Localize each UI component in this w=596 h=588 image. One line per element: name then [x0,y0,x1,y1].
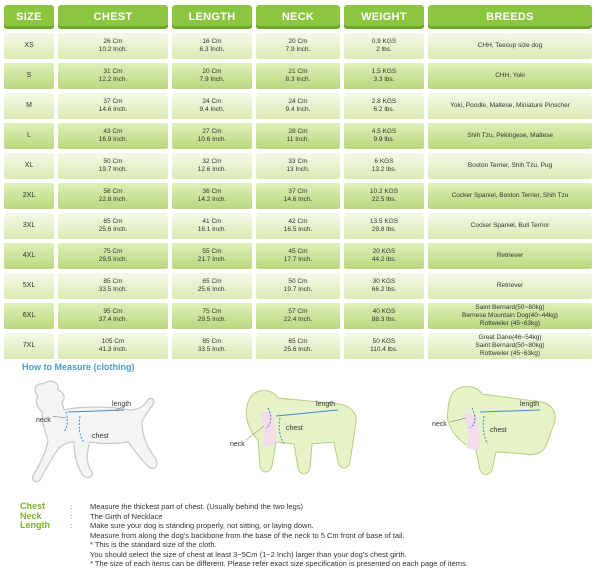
length-value: 55 Cm [202,248,222,255]
chest-value: 25.6 Inch. [98,226,128,233]
length-cell [172,33,252,59]
length-value: 14.2 Inch. [197,196,227,203]
breed-line: Boston Terrier, Shih Tzu, Pug [467,162,553,169]
length-value: 7.9 Inch. [199,76,225,83]
weight-cell [344,243,424,269]
weight-cell [344,333,424,359]
chest-value: 43 Cm [103,128,123,135]
length-value: 75 Cm [202,308,222,315]
weight-value: 40 KGS [372,308,396,315]
note-chest [20,502,590,512]
weight-value: 88.3 lbs. [371,316,397,323]
length-cell [172,213,252,239]
breed-line: CHH, Teecup size dog [477,42,543,49]
chest-value: 65 Cm [103,218,123,225]
chest-value: 10.2 Inch. [98,46,128,53]
note-term-length: Length [20,520,50,530]
fig1-neck-label: neck [36,417,51,424]
weight-value: 2.8 KGS [371,98,397,105]
breed-line: Saint Bernard(50~80kg) [475,304,545,311]
neck-value: 33 Cm [288,158,308,165]
chest-value: 95 Cm [103,308,123,315]
length-value: 41 Cm [202,218,222,225]
length-value: 29.5 Inch. [197,316,227,323]
length-cell [172,243,252,269]
size-cell: XL [4,153,54,179]
neck-value: 25.6 Inch. [283,346,313,353]
neck-value: 22.4 Inch. [283,316,313,323]
weight-cell [344,273,424,299]
neck-value: 45 Cm [288,248,308,255]
size-cell: 5XL [4,273,54,299]
jumpsuit-figure [220,382,380,487]
neck-value: 57 Cm [288,308,308,315]
neck-cell [256,183,340,209]
chest-value: 31 Cm [103,68,123,75]
weight-value: 10.2 KGS [369,188,399,195]
breed-line: Saint Bernard(50~80kg) [475,342,545,349]
breeds-cell [428,63,592,89]
note-extra-line: Measure from along the dog's backbone from the base of the neck to 5 Cm front of base of tail. [90,530,405,540]
note-desc-chest: Measure the thickest part of chest. (Usually behind the two legs) [90,502,304,511]
note-term-neck: Neck [20,510,42,521]
note-colon: : [70,511,73,521]
measurement-notes [20,502,590,569]
neck-cell [256,33,340,59]
length-value: 24 Cm [202,98,222,105]
weight-cell [344,153,424,179]
chest-cell [58,183,168,209]
header-length: LENGTH [172,5,252,29]
measure-diagrams [20,376,595,494]
breeds-cell [428,303,592,329]
weight-value: 4.5 KGS [371,128,397,135]
breed-line: Yoki, Poodle, Maltese, Miniature Pinscher [450,102,570,109]
size-cell: 4XL [4,243,54,269]
neck-value: 17.7 Inch. [283,256,313,263]
note-extra-line: You should select the size of chest at least 3~5Cm (1~2 Inch) larger than your dog's chest girth. [90,549,407,559]
length-value: 25.6 Inch. [197,286,227,293]
neck-value: 8.3 Inch. [285,76,311,83]
chest-value: 12.2 Inch. [98,76,128,83]
weight-value: 2 lbs. [376,46,392,53]
length-value: 65 Cm [202,278,222,285]
weight-cell [344,183,424,209]
breed-line: Shih Tzu, Pekingese, Maltese [467,132,553,139]
note-colon: : [70,521,73,530]
neck-cell [256,333,340,359]
note-neck [20,512,590,522]
note-colon: : [70,502,73,511]
neck-value: 16.5 Inch. [283,226,313,233]
size-cell: L [4,123,54,149]
neck-cell [256,243,340,269]
weight-value: 66.2 lbs. [371,286,397,293]
weight-value: 6 KGS [374,158,394,165]
breed-line: CHH, Yoki [495,72,525,79]
neck-cell [256,93,340,119]
breeds-cell [428,123,592,149]
hoodie-figure [420,380,580,485]
chest-value: 85 Cm [103,278,123,285]
breed-line: Rottweiler (45~63kg) [479,320,541,327]
breeds-cell [428,213,592,239]
length-value: 36 Cm [202,188,222,195]
length-value: 9.4 Inch. [199,106,225,113]
neck-value: 20 Cm [288,38,308,45]
length-cell [172,183,252,209]
length-value: 21.7 Inch. [197,256,227,263]
header-neck: NECK [256,5,340,29]
chest-value: 105 Cm [101,338,125,345]
breed-line: Cocker Spaniel, Boston Terrier, Shih Tzu [451,192,569,199]
chest-value: 33.5 Inch. [98,286,128,293]
weight-cell [344,123,424,149]
breed-line: Retriever [496,252,524,259]
weight-value: 110.4 lbs. [370,346,398,353]
chest-value: 58 Cm [103,188,123,195]
fig1-chest-label: chest [92,433,109,440]
size-cell: M [4,93,54,119]
weight-value: 3.3 lbs. [373,76,395,83]
weight-value: 0.9 KGS [371,38,397,45]
chest-value: 41.3 Inch. [98,346,128,353]
chest-cell [58,303,168,329]
neck-cell [256,303,340,329]
length-cell [172,93,252,119]
neck-value: 37 Cm [288,188,308,195]
length-cell [172,303,252,329]
weight-value: 6.2 lbs. [373,106,395,113]
length-cell [172,63,252,89]
chest-value: 37 Cm [103,98,123,105]
note-length [20,521,590,531]
length-cell [172,273,252,299]
chest-cell [58,153,168,179]
weight-value: 44.2 lbs. [371,256,397,263]
neck-value: 14.6 Inch. [283,196,313,203]
length-cell [172,123,252,149]
breed-line: Bernese Mountain Dog(40~44kg) [462,312,558,319]
neck-value: 42 Cm [288,218,308,225]
size-cell: 3XL [4,213,54,239]
weight-cell [344,303,424,329]
fig3-neck-label: neck [432,421,447,428]
fig2-length-label: length [316,401,336,408]
weight-value: 1.5 KGS [371,68,397,75]
chest-value: 22.8 Inch. [98,196,128,203]
chest-cell [58,123,168,149]
note-extra-line: * This is the standard size of the cloth. [90,540,217,549]
fig2-chest-label: chest [286,425,303,432]
chest-cell [58,333,168,359]
note-term-chest: Chest [20,501,46,511]
note-desc-neck: The Girth of Necklace [90,511,163,521]
chest-cell [58,213,168,239]
breeds-cell [428,243,592,269]
neck-value: 28 Cm [288,128,308,135]
breeds-cell [428,183,592,209]
neck-value: 7.9 Inch. [285,46,311,53]
weight-cell [344,63,424,89]
header-weight: WEIGHT [344,5,424,29]
neck-cell [256,63,340,89]
neck-value: 13 Inch. [286,166,310,173]
weight-value: 13.2 lbs. [371,166,397,173]
chest-value: 50 Cm [103,158,123,165]
how-to-measure-title: How to Measure (clothing) [22,362,135,372]
weight-value: 50 KGS [372,338,396,345]
neck-cell [256,123,340,149]
size-cell: 2XL [4,183,54,209]
neck-cell [256,273,340,299]
size-cell: XS [4,33,54,59]
dog-outline-figure [20,376,170,493]
chest-cell [58,33,168,59]
fig2-neck-label: neck [230,441,245,448]
chest-cell [58,273,168,299]
size-cell: S [4,63,54,89]
breed-line: Great Dane(46~54kg) [478,334,542,341]
chest-value: 29.5 Inch. [98,256,128,263]
weight-value: 20 KGS [372,248,396,255]
chest-value: 16.9 Inch. [98,136,128,143]
neck-value: 21 Cm [288,68,308,75]
length-value: 27 Cm [202,128,222,135]
weight-value: 30 KGS [372,278,396,285]
weight-value: 13.5 KGS [369,218,399,225]
size-cell: 7XL [4,333,54,359]
neck-cell [256,213,340,239]
length-value: 20 Cm [202,68,222,75]
breed-line: Retriever [496,282,524,289]
header-size: SIZE [4,5,54,29]
breeds-cell [428,33,592,59]
size-chart-table [4,5,592,359]
breeds-cell [428,333,592,359]
neck-value: 50 Cm [288,278,308,285]
length-value: 85 Cm [202,338,222,345]
chest-value: 75 Cm [103,248,123,255]
neck-value: 9.4 Inch. [285,106,311,113]
chest-value: 26 Cm [103,38,123,45]
note-extra-line: * The size of each items can be different. Please refer exact size specification is presented on each page of items. [90,559,468,568]
breeds-cell [428,153,592,179]
breeds-cell [428,93,592,119]
neck-value: 24 Cm [288,98,308,105]
length-value: 6.3 Inch. [199,46,225,53]
length-cell [172,333,252,359]
length-cell [172,153,252,179]
length-value: 32 Cm [202,158,222,165]
size-cell: 6XL [4,303,54,329]
neck-value: 65 Cm [288,338,308,345]
chest-cell [58,93,168,119]
chest-cell [58,243,168,269]
neck-value: 11 Inch. [286,136,310,143]
header-chest: CHEST [58,5,168,29]
header-breeds: BREEDS [428,5,592,29]
weight-cell [344,33,424,59]
fig3-length-label: length [520,401,540,408]
breeds-cell [428,273,592,299]
weight-value: 29.8 lbs. [371,226,397,233]
weight-value: 9.9 lbs. [373,136,395,143]
breed-line: Rottweiler (45~63kg) [479,350,541,357]
neck-value: 19.7 Inch. [283,286,313,293]
chest-value: 37.4 Inch. [98,316,128,323]
chest-value: 19.7 Inch. [98,166,128,173]
length-value: 16.1 Inch. [197,226,227,233]
weight-value: 22.5 lbs. [371,196,397,203]
fig1-length-label: length [112,401,132,408]
note-desc-length: Make sure your dog is standing properly, not sitting, or laying down. [90,521,314,530]
chest-cell [58,63,168,89]
fig3-chest-label: chest [490,427,507,434]
weight-cell [344,213,424,239]
length-value: 10.6 Inch. [197,136,227,143]
weight-cell [344,93,424,119]
length-value: 33.5 Inch. [197,346,227,353]
length-value: 12.6 Inch. [197,166,227,173]
neck-cell [256,153,340,179]
chest-value: 14.6 Inch. [98,106,128,113]
breed-line: Cocker Spaniel, Bull Terrior [470,222,550,229]
length-value: 16 Cm [202,38,222,45]
